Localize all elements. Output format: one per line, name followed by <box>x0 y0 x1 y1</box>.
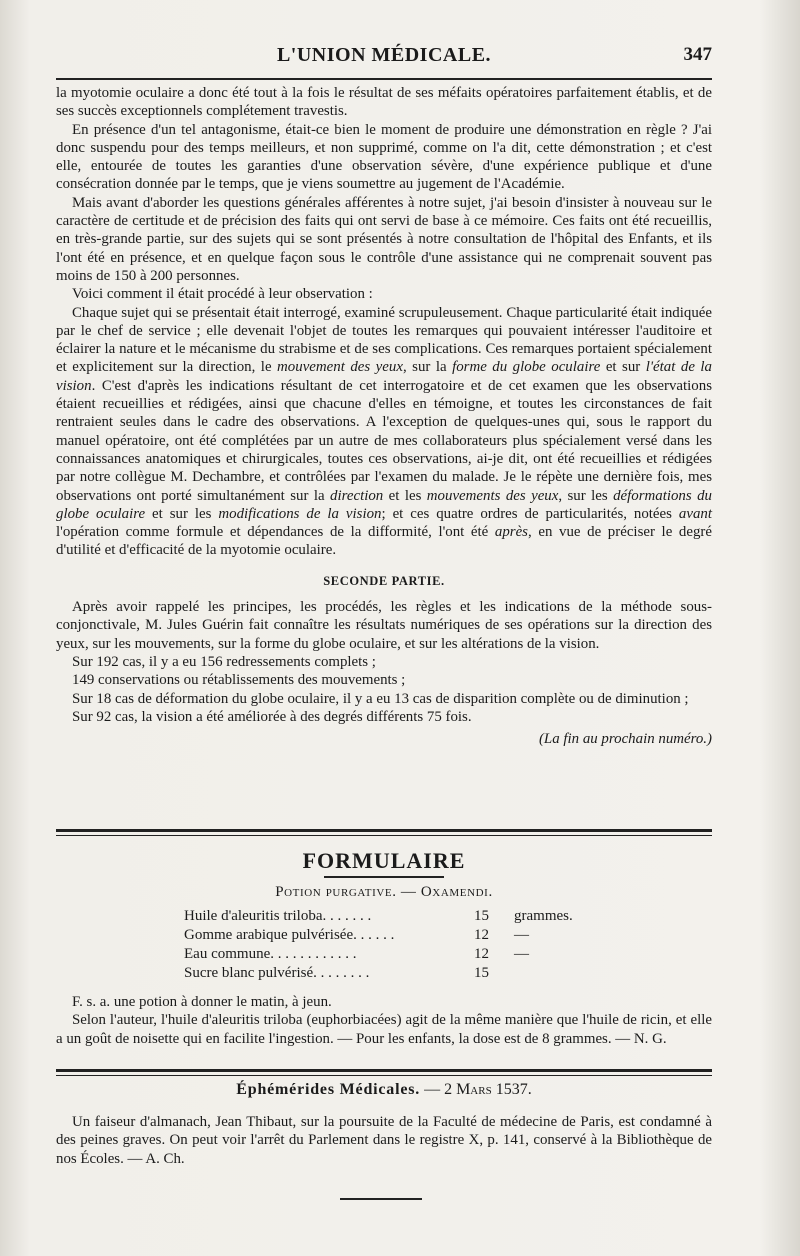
formulaire-title: FORMULAIRE <box>302 848 466 873</box>
formulaire-paragraph-2: Selon l'auteur, l'huile d'aleuritis triloba (euphorbiacées) agit de la même manière que l'huile de ricin, et elle a un goût de noisette qui en facilite l'ingestion. — Pour les enfants, la dose est de 8 grammes. — N. G. <box>56 1012 712 1047</box>
section-title: SECONDE PARTIE. <box>323 573 445 588</box>
eph-rule-thick <box>56 1069 712 1072</box>
ingredient-row: Sucre blanc pulvérisé. . . . . . . . 15 <box>184 965 489 981</box>
ephemerides-title: Éphémérides Médicales. — 2 Mars 1537. <box>236 1081 532 1098</box>
article-body <box>56 84 712 748</box>
formulaire-rule <box>324 876 444 878</box>
closing-rule <box>340 1198 422 1200</box>
paragraph-4: Voici comment il était procédé à leur observation : <box>72 286 373 303</box>
ephemerides-text <box>56 1113 712 1168</box>
continuation-note: (La fin au prochain numéro.) <box>538 731 712 748</box>
header-rule <box>56 78 712 80</box>
ephemerides-section <box>56 1081 712 1168</box>
result-1: Sur 192 cas, il y a eu 156 redressements complets ; <box>72 653 376 670</box>
section-rule-thin <box>56 835 712 836</box>
result-4: Sur 92 cas, la vision a été améliorée à des degrés différents 75 fois. <box>72 708 472 725</box>
ephemerides-paragraph: Un faiseur d'almanach, Jean Thibaut, sur la poursuite de la Faculté de médecine de Paris, est condamné à des peines graves. On peut voir l'arrêt du Parlement dans le registre X, p. 141, conservé à la Bibliothèque de nos Écoles. — A. Ch. <box>56 1114 712 1167</box>
journal-title: L'UNION MÉDICALE. <box>276 44 492 66</box>
eph-rule-thin <box>56 1075 712 1076</box>
section-rule-thick <box>56 829 712 832</box>
page-header <box>56 44 712 74</box>
paragraph-5: Chaque sujet qui se présentait était interrogé, examiné scrupuleusement. Chaque particularité était indiquée par le chef de service ; elle devenait l'objet de toutes les remarques qui pouvaient intéresser l'auditoire et éclairer la nature et le mécanisme du strabisme et de ses complications. Ces remarques portaient spécialement et explicitement sur la direction, le mouvement des yeux, sur la forme du globe oculaire et sur l'état de la vision. C'est d'après les indications résultant de cet interrogatoire et de cet examen que les observations étaient recueillies et rédigées, ainsi que chacune d'elles en témoigne, et toutes les circonstances de fait rentraient seules dans le cadre des observations. A l'exception de quelques-unes qui, sous le rapport du manuel opératoire, ont été complétées par un autre de mes collaborateurs plus spécialement versé dans les connaissances anatomiques et chirurgicales, toutes ces observations, ai-je dit, ont été recueillies et rédigées par notre collègue M. Dechambre, et contrôlées par l'examen du malade. Je le répète une dernière fois, mes observations ont porté simultanément sur la direction et les mouvements des yeux, sur les déformations du globe oculaire et sur les modifications de la vision; et ces quatre ordres de particularités, notées avant l'opération comme formule et dépendances de la difformité, l'ont été après, en vue de préciser le degré d'utilité et d'efficacité de la myotomie oculaire. <box>56 304 712 559</box>
ingredient-row: Eau commune. . . . . . . . . . . . 12 — <box>184 946 529 962</box>
formulaire-paragraph-1: F. s. a. une potion à donner le matin, à jeun. <box>72 994 332 1010</box>
formulaire-section <box>56 848 712 1048</box>
result-3: Sur 18 cas de déformation du globe oculaire, il y a eu 13 cas de disparition complète ou de diminution ; <box>72 690 689 707</box>
formulaire-text <box>56 993 712 1048</box>
paragraph-2: En présence d'un tel antagonisme, était-ce bien le moment de produire une démonstration en règle ? J'ai donc suspendu pour des temps meilleurs, et non supprimé, comme on l'a dit, cette démonstration ; et c'est elle, entourée de toutes les garanties d'une observation sévère, d'une expérience publique et d'une consécration donnée par le temps, que je viens soumettre au jugement de l'Académie. <box>56 121 712 193</box>
result-2: 149 conservations ou rétablissements des mouvements ; <box>72 672 406 689</box>
paragraph-6: Après avoir rappelé les principes, les procédés, les règles et les indications de la méthode sous-conjonctivale, M. Jules Guérin fait connaître les résultats numériques de ses opérations sur la direction des yeux, sur les mouvements, sur la forme du globe oculaire, et sur les altérations de la vision. <box>56 599 712 652</box>
paragraph-1: la myotomie oculaire a donc été tout à la fois le résultat de ses méfaits opératoires parfaitement établis, et de ses succès exceptionnels complétement travestis. <box>56 85 712 120</box>
ingredient-row: Huile d'aleuritis triloba. . . . . . . 15 grammes. <box>184 908 573 924</box>
potion-title: Potion purgative. — Oxamendi. <box>275 884 493 900</box>
page-number: 347 <box>683 44 712 65</box>
ingredients-table <box>184 907 614 983</box>
ingredient-row: Gomme arabique pulvérisée. . . . . . 12 — <box>184 927 529 943</box>
paragraph-3: Mais avant d'aborder les questions générales afférentes à notre sujet, j'ai besoin d'insister à nouveau sur le caractère de certitude et de précision des faits qui ont servi de base à ce mémoire. Ces faits ont été recueillis, en très-grande partie, sur des sujets qui se sont présentés à notre consultation de l'hôpital des Enfants, et ils l'ont été en présence, et en quelque façon sous le contrôle d'une assistance qui ne comprenait souvent pas moins de 150 à 200 personnes. <box>56 194 712 284</box>
